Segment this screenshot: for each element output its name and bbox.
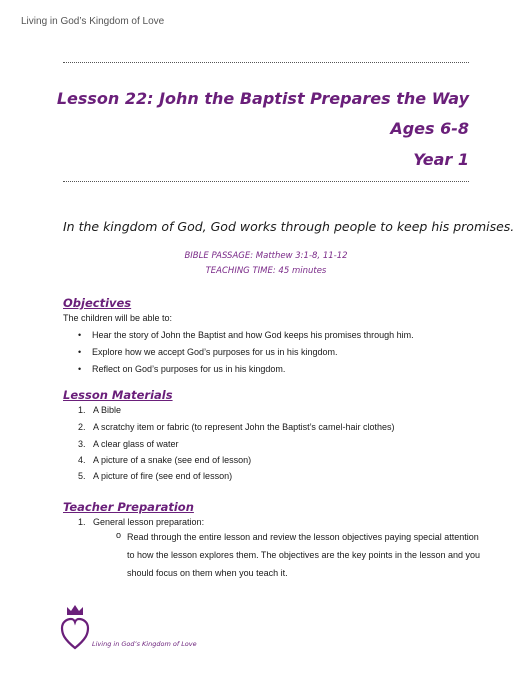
preparation-detail: Read through the entire lesson and review the lesson objectives paying special attention to how the lesson explores them. The objectives are the key points in the lesson and you should focus on them when you teach it. (127, 532, 481, 578)
bible-passage: BIBLE PASSAGE: Matthew 3:1-8, 11-12 (184, 251, 348, 261)
objective-item: • Explore how we accept God’s purposes for us in his kingdom. (78, 347, 338, 357)
divider-bottom (63, 181, 469, 182)
objective-item: • Reflect on God’s purposes for us in his kingdom. (78, 364, 286, 374)
lesson-theme: In the kingdom of God, God works through people to keep his promises. (63, 219, 515, 234)
material-item: 3. A clear glass of water (78, 439, 179, 449)
material-item: 4. A picture of a snake (see end of lesson) (78, 455, 252, 465)
objectives-heading: Objectives (63, 296, 132, 310)
divider-top (63, 62, 469, 63)
objective-item: • Hear the story of John the Baptist and how God keeps his promises through him. (78, 330, 414, 340)
material-item: 2. A scratchy item or fabric (to represent John the Baptist’s camel-hair clothes) (78, 422, 395, 432)
teaching-time: TEACHING TIME: 45 minutes (205, 266, 327, 276)
material-item: 1. A Bible (78, 405, 122, 415)
preparation-heading: Teacher Preparation (63, 500, 194, 514)
objectives-intro: The children will be able to: (63, 313, 173, 323)
bullet-icon: • (78, 364, 82, 374)
sub-bullet-icon: o (116, 530, 122, 540)
year-label: Year 1 (413, 150, 469, 169)
material-item: 5. A picture of fire (see end of lesson) (78, 471, 233, 481)
bullet-icon: • (78, 330, 82, 340)
preparation-item: 1. General lesson preparation: (78, 517, 205, 527)
materials-heading: Lesson Materials (63, 388, 173, 402)
crown-heart-logo-icon (60, 603, 90, 653)
bullet-icon: • (78, 347, 82, 357)
lesson-title: Lesson 22: John the Baptist Prepares the Way (56, 89, 469, 108)
page-header: Living in God’s Kingdom of Love (21, 16, 165, 27)
ages-label: Ages 6-8 (390, 119, 469, 138)
footer-text: Living in God’s Kingdom of Love (92, 640, 197, 648)
